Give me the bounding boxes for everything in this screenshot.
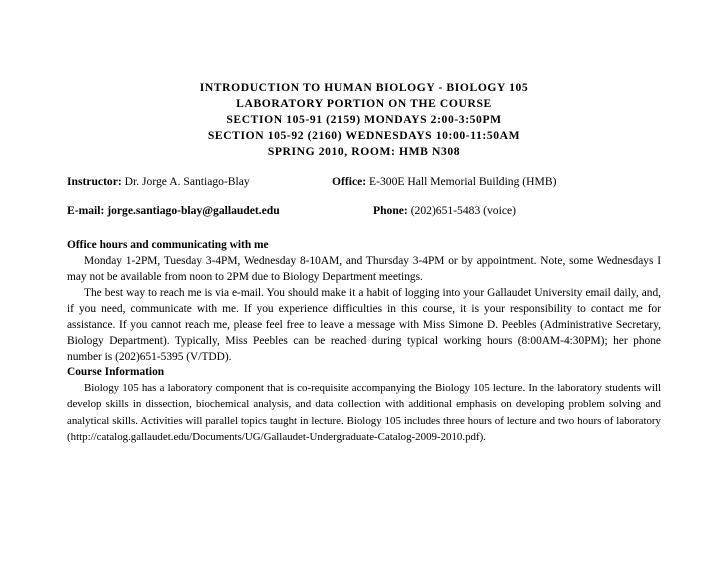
- office-hours-section: [67, 238, 661, 365]
- communication-paragraph: The best way to reach me is via e-mail. You should make it a habit of logging into your Gallaudet University email daily, and, if you need, communicate with me. If you experience difficulties in this course, it is your responsibility to contact me for assistance. If you cannot reach me, please feel free to leave a message with Miss Simone D. Peebles (Administrative Secretary, Biology Department). Typically, Miss Peebles can be reached during typical working hours (8:00AM-4:30PM); her phone number is (202)651-5395 (V/TDD).: [67, 287, 661, 363]
- instructor-name: Dr. Jorge A. Santiago-Blay: [124, 175, 250, 188]
- course-title: INTRODUCTION TO HUMAN BIOLOGY - BIOLOGY 105: [199, 81, 529, 94]
- course-subtitle: LABORATORY PORTION ON THE COURSE: [236, 97, 492, 110]
- course-header: [0, 80, 728, 160]
- section-line-2: SECTION 105-92 (2160) WEDNESDAYS 10:00-11:50AM: [207, 129, 521, 142]
- email-row: [67, 203, 667, 219]
- phone-info: [373, 203, 516, 219]
- term-room-line: SPRING 2010, ROOM: HMB N308: [267, 145, 461, 158]
- section-line-1: SECTION 105-91 (2159) MONDAYS 2:00-3:50PM: [226, 113, 502, 126]
- email-info: [67, 203, 280, 219]
- course-information-section: [67, 365, 661, 445]
- instructor-row: [67, 174, 667, 190]
- phone-number: (202)651-5483 (voice): [410, 204, 516, 217]
- office-hours-title: Office hours and communicating with me: [67, 239, 269, 251]
- course-information-paragraph: Biology 105 has a laboratory component that is co-requisite accompanying the Biology 105 lecture. In the laboratory students will develop skills in dissection, biochemical analysis, and data collection with additional emphasis on developing problem solving and analytical skills. Activities will parallel topics taught in lecture. Biology 105 includes three hours of lecture and two hours of laboratory (http://catalog.gallaudet.edu/Documents/UG/Gallaudet-Undergraduate-Catalog-2009-2010.pdf).: [67, 382, 661, 443]
- office-info: [332, 174, 556, 190]
- office-location: E-300E Hall Memorial Building (HMB): [369, 175, 557, 188]
- office-hours-paragraph: Monday 1-2PM, Tuesday 3-4PM, Wednesday 8-10AM, and Thursday 3-4PM or by appointment. Note, some Wednesdays I may not be available from noon to 2PM due to Biology Department meetings.: [67, 255, 661, 283]
- course-information-title: Course Information: [67, 366, 165, 378]
- phone-label: Phone:: [373, 204, 408, 217]
- instructor-info: [67, 174, 250, 190]
- instructor-label: Instructor:: [67, 175, 122, 188]
- office-label: Office:: [332, 175, 367, 188]
- email-label: E-mail: jorge.santiago-blay@gallaudet.edu: [67, 204, 280, 217]
